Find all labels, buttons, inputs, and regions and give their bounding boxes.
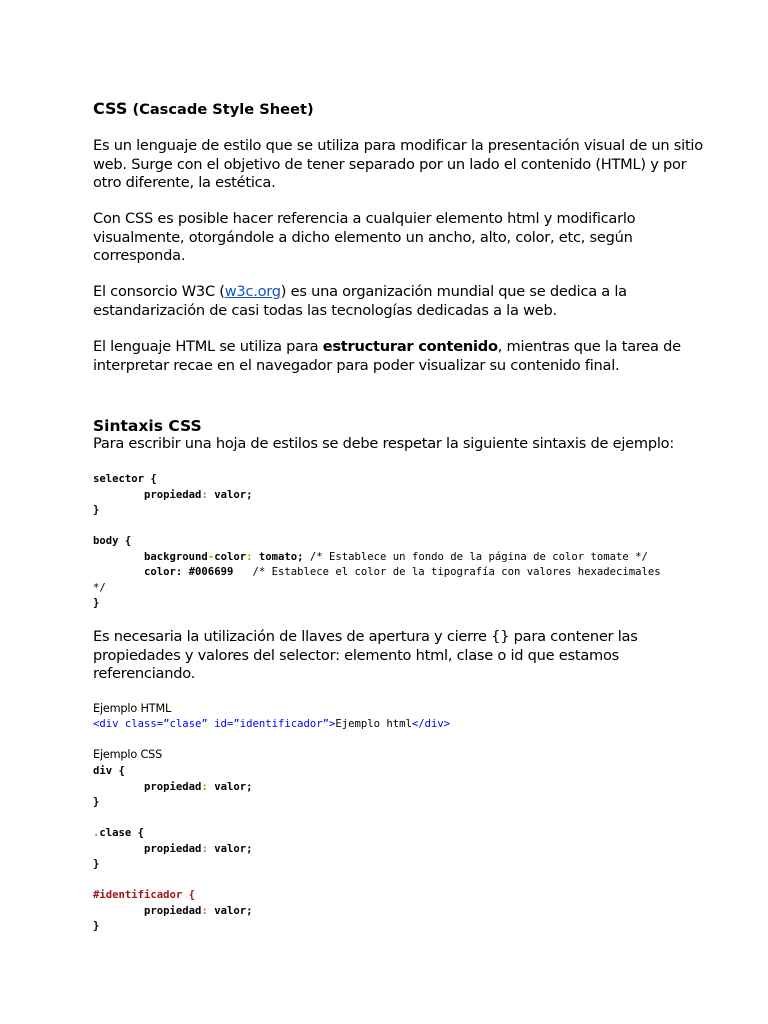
- code-property: propiedad: [144, 780, 202, 793]
- code-color-declaration: color: #006699: [144, 566, 234, 578]
- code-colon: :: [201, 488, 208, 501]
- html-example-label: Ejemplo HTML: [93, 702, 172, 715]
- code-close-brace: }: [93, 858, 100, 870]
- intro-line: Es un lenguaje de estilo que se utiliza para modificar la presentación visual de un sitio: [93, 137, 703, 154]
- code-property: propiedad: [144, 488, 202, 501]
- code-bg-property-2: color: [214, 550, 247, 563]
- syntax-heading: Sintaxis CSS: [93, 417, 202, 435]
- reference-line: Con CSS es posible hacer referencia a cualquier elemento html y modificarlo: [93, 210, 636, 227]
- syntax-intro: Para escribir una hoja de estilos se debe respetar la siguiente sintaxis de ejemplo:: [93, 435, 675, 452]
- code-colon: :: [201, 842, 208, 855]
- code-div-selector: div {: [93, 765, 125, 777]
- code-bg-colon: :: [246, 550, 253, 563]
- w3c-text-before: El consorcio W3C (: [93, 283, 225, 300]
- braces-line: referenciando.: [93, 665, 196, 682]
- code-property: propiedad: [144, 904, 202, 917]
- html-emphasis: estructurar contenido: [322, 338, 498, 355]
- code-block-syntax: [93, 472, 252, 519]
- code-value: valor;: [207, 904, 253, 917]
- code-id-selector: #identificador {: [93, 889, 196, 901]
- intro-paragraph: [93, 137, 703, 193]
- w3c-link[interactable]: w3c.org: [224, 283, 281, 300]
- html-text-before: El lenguaje HTML se utiliza para: [93, 338, 323, 355]
- code-css-example: [93, 764, 252, 935]
- w3c-paragraph: [93, 283, 627, 320]
- code-colon: :: [201, 904, 208, 917]
- code-body-selector: body {: [93, 535, 132, 547]
- code-class-selector: clase {: [99, 827, 145, 839]
- html-paragraph: [93, 338, 681, 375]
- braces-line: Es necesaria la utilización de llaves de apertura y cierre {} para contener las: [93, 628, 638, 645]
- intro-line: otro diferente, la estética.: [93, 174, 276, 191]
- code-html-text: Ejemplo html: [335, 718, 412, 730]
- braces-line: propiedades y valores del selector: elemento html, clase o id que estamos: [93, 646, 620, 664]
- reference-line: corresponda.: [93, 247, 186, 264]
- code-bg-comment: /* Establece un fondo de la página de color tomate */: [303, 550, 648, 563]
- title-subtitle: (Cascade Style Sheet): [127, 101, 314, 118]
- w3c-line: [93, 283, 627, 302]
- code-class-dot: .: [93, 827, 100, 839]
- intro-line: web. Surge con el objetivo de tener separado por un lado el contenido (HTML) y por: [93, 155, 687, 173]
- code-bg-property: background: [144, 550, 208, 563]
- code-html-open-tag: <div class=”clase” id=”identificador”>: [93, 718, 336, 730]
- code-html-example: [93, 717, 450, 733]
- title-bold: CSS: [93, 99, 128, 118]
- code-colon: :: [201, 780, 208, 793]
- code-value: valor;: [207, 842, 253, 855]
- code-bg-value: tomato;: [252, 550, 304, 563]
- code-value: valor;: [207, 780, 253, 793]
- code-comment-end: */: [93, 581, 106, 594]
- code-body-close: }: [93, 597, 100, 609]
- code-close-brace: }: [93, 920, 100, 932]
- w3c-text-after: ) es una organización mundial que se dedica a la: [280, 283, 627, 300]
- css-example-label: Ejemplo CSS: [93, 748, 163, 761]
- document-title: [93, 99, 314, 120]
- braces-paragraph: [93, 628, 638, 684]
- code-color-comment: /* Establece el color de la tipografía con valores hexadecimales: [233, 566, 661, 578]
- html-text-after: , mientras que la tarea de: [497, 338, 681, 355]
- reference-paragraph: [93, 210, 635, 266]
- code-html-close-tag: </div>: [411, 718, 451, 730]
- html-line: [93, 338, 681, 357]
- w3c-line: estandarización de casi todas las tecnologías dedicadas a la web.: [93, 301, 557, 319]
- code-value: valor;: [207, 488, 253, 501]
- code-selector: selector {: [93, 473, 157, 485]
- code-close-brace: }: [93, 796, 100, 808]
- html-line: interpretar recae en el navegador para poder visualizar su contenido final.: [93, 356, 620, 374]
- code-block-body: [93, 534, 661, 612]
- reference-line: visualmente, otorgándole a dicho elemento un ancho, alto, color, etc, según: [93, 228, 633, 246]
- code-property: propiedad: [144, 842, 202, 855]
- code-bg-dash: -: [207, 550, 215, 563]
- code-close-brace: }: [93, 504, 100, 516]
